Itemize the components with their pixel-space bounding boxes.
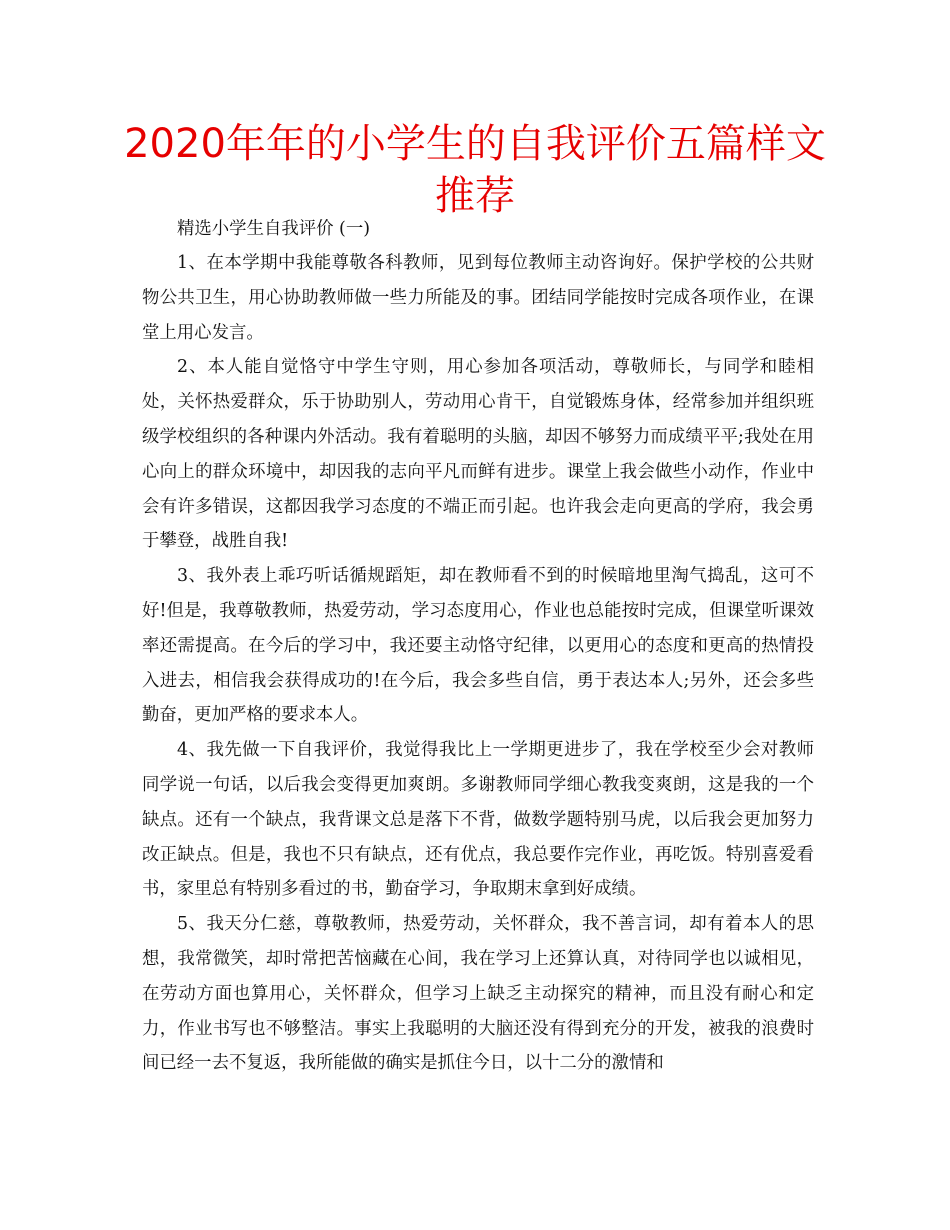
paragraph-4: 4、我先做一下自我评价，我觉得我比上一学期更进步了，我在学校至少会对教师同学说一句话，以后我会变得更加爽朗。多谢教师同学细心教我变爽朗，这是我的一个缺点。还有一个缺点，我背课文总是落下不背，做数学题特别马虎，以后我会更加努力改正缺点。但是，我也不只有缺点，还有优点，我总要作完作业，再吃饭。特别喜爱看书，家里总有特别多看过的书，勤奋学习，争取期末拿到好成绩。 [142,740,814,900]
document-title: 2020年年的小学生的自我评价五篇样文推荐 [124,121,826,219]
paragraph-2: 2、本人能自觉恪守中学生守则，用心参加各项活动，尊敬师长，与同学和睦相处，关怀热爱群众，乐于协助别人，劳动用心肯干，自觉锻炼身体，经常参加并组织班级学校组织的各种课内外活动。我有着聪明的头脑，却因不够努力而成绩平平;我处在用心向上的群众环境中，却因我的志向平凡而鲜有进步。课堂上我会做些小动作，作业中会有许多错误，这都因我学习态度的不端正而引起。也许我会走向更高的学府，我会勇于攀登，战胜自我! [142,357,814,552]
paragraph-5: 5、我天分仁慈，尊敬教师，热爱劳动，关怀群众，我不善言词，却有着本人的思想，我常微笑，却时常把苦恼藏在心间，我在学习上还算认真，对待同学也以诚相见，在劳动方面也算用心，关怀群众，但学习上缺乏主动探究的精神，而且没有耐心和定力，作业书写也不够整洁。事实上我聪明的大脑还没有得到充分的开发，被我的浪费时间已经一去不复返，我所能做的确实是抓住今日，以十二分的激情和 [142,914,814,1074]
paragraph-3: 3、我外表上乖巧听话循规蹈矩，却在教师看不到的时候暗地里淘气捣乱，这可不好!但是，我尊敬教师，热爱劳动，学习态度用心，作业也总能按时完成，但课堂听课效率还需提高。在今后的学习中，我还要主动恪守纪律，以更用心的态度和更高的热情投入进去，相信我会获得成功的!在今后，我会多些自信，勇于表达本人;另外，还会多些勤奋，更加严格的要求本人。 [142,566,814,726]
document-body [142,212,814,1081]
section-heading: 精选小学生自我评价 (一) [177,219,371,239]
paragraph-1: 1、在本学期中我能尊敬各科教师，见到每位教师主动咨询好。保护学校的公共财物公共卫生，用心协助教师做一些力所能及的事。团结同学能按时完成各项作业，在课堂上用心发言。 [142,253,814,343]
